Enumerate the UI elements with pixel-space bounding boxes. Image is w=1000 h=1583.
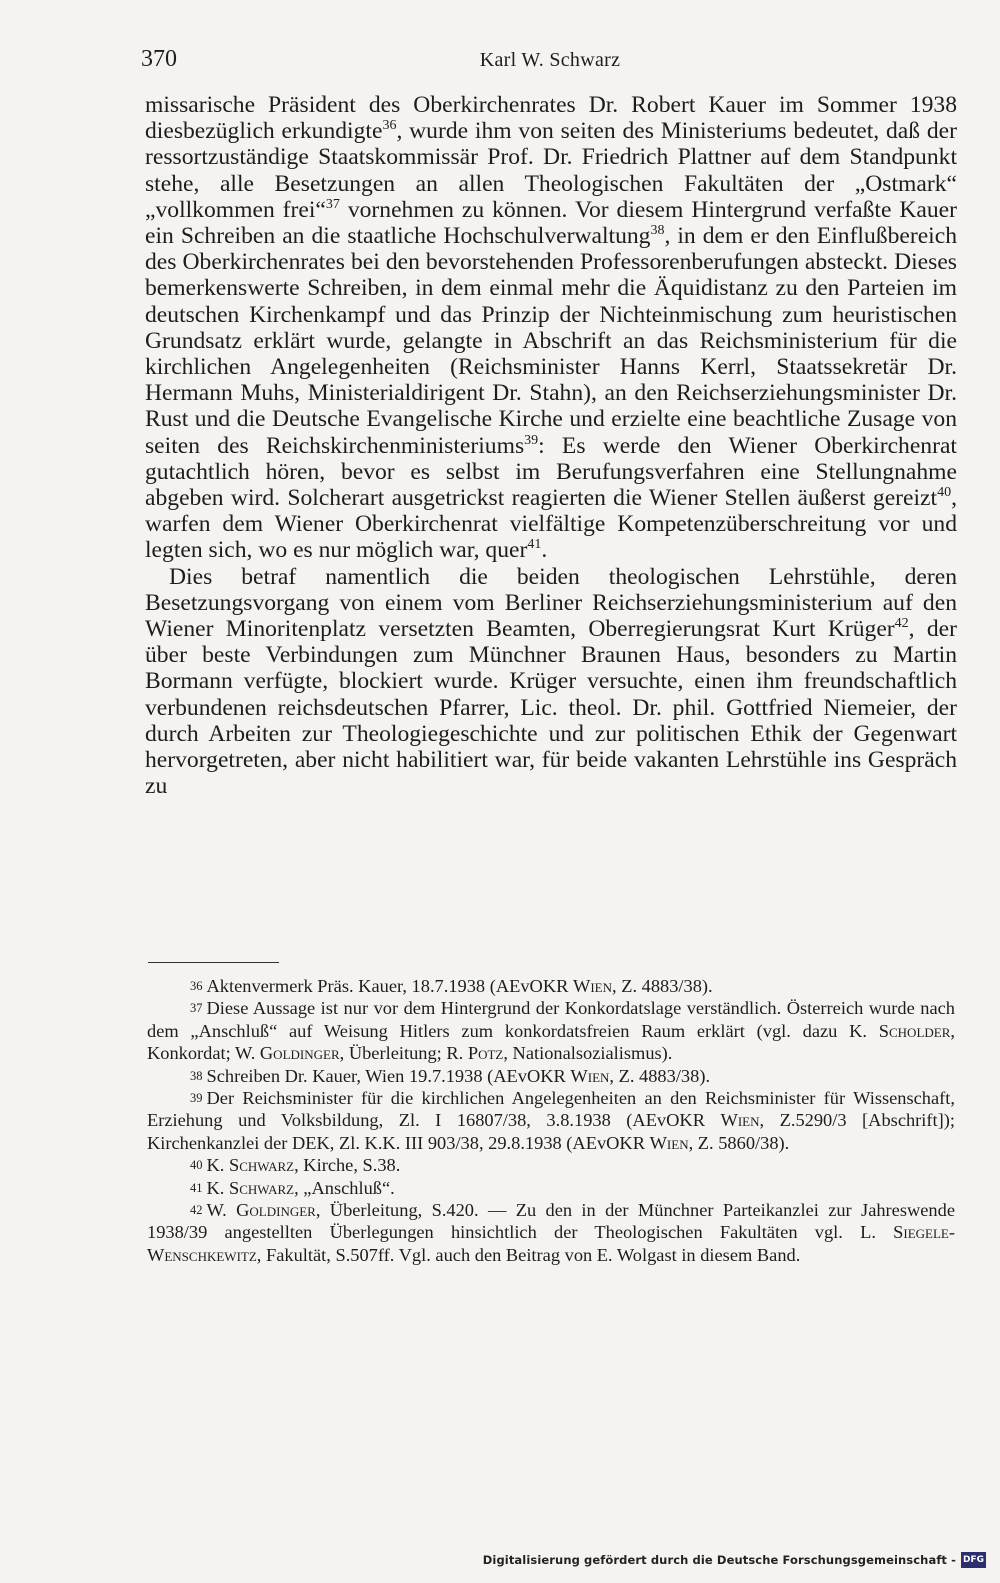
text-run: K.: [206, 1177, 229, 1198]
footnote-ref-42: 42: [894, 616, 909, 632]
text-run: Siegele-Wenschkewitz: [147, 1222, 955, 1265]
text-run: Wien: [572, 976, 613, 996]
footnote-number: 42: [190, 1203, 203, 1218]
text-run: Wien: [570, 1065, 610, 1086]
text-run: , „Anschluß“.: [294, 1177, 395, 1198]
text-run: , Konkordat; W.: [147, 1020, 955, 1064]
text-run: missarische Präsident des Oberkirchenrates Dr. Robert Kauer im Sommer 1938 diesbezüglich erkundigte: [145, 92, 957, 145]
text-run: , Z. 5860/38).: [688, 1132, 790, 1153]
text-run: : Es werde den Wiener Oberkirchenrat gutachtlich hören, bevor es selbst im Berufungsverfahren eine Stellungnahme abgeben wird. Solcherart ausgetrickst reagierten die Wiener Stellen äußerst gereizt: [145, 432, 957, 512]
text-run: Wien: [649, 1132, 689, 1153]
text-run: K.: [206, 1155, 229, 1176]
footnote-36: [147, 975, 955, 997]
text-run: .: [541, 537, 548, 564]
text-run: , Kirche, S.38.: [294, 1155, 401, 1176]
footnote-ref-41: 41: [527, 537, 542, 553]
text-run: Scholder: [878, 1020, 951, 1041]
footnote-ref-39: 39: [524, 432, 539, 448]
text-run: Schwarz: [228, 1155, 295, 1176]
footnote-40: [147, 1154, 955, 1176]
text-run: Der Reichsminister für die kirchlichen Angelegenheiten an den Reichsminister für Wissenschaft, Erziehung und Volksbildung, Zl. I 16807/38, 3.8.1938 (AEvOKR: [147, 1088, 955, 1131]
text-run: vornehmen zu können. Vor diesem Hintergrund verfaßte Kauer ein Schreiben an die staatliche Hochschulverwaltung: [145, 196, 957, 250]
page-number: 370: [141, 46, 177, 72]
footnote-ref-38: 38: [650, 223, 665, 239]
text-run: , Überleitung, S.420. — Zu den in der Münchner Parteikanzlei zur Jahreswende 1938/39 angestellten Überlegungen hinsichtlich der Theologischen Fakultäten vgl. L.: [147, 1200, 955, 1243]
footnote-number: 37: [190, 1001, 203, 1016]
footnote-number: 41: [190, 1180, 203, 1195]
text-run: , warfen dem Wiener Oberkirchenrat vielfältige Kompetenzüberschreitung vor und legten sich, wo es nur möglich war, quer: [145, 485, 957, 564]
footnote-number: 39: [190, 1091, 203, 1106]
footnote-37: [147, 997, 955, 1064]
text-run: Goldinger: [259, 1043, 340, 1064]
text-run: , Z.5290/3 [Abschrift]); Kirchenkanzlei der DEK, Zl. K.K. III 903/38, 29.8.1938 (AEvOKR: [147, 1110, 956, 1153]
footnotes: [147, 975, 955, 1266]
text-run: , Überleitung; R.: [339, 1043, 468, 1064]
footnote-42: [147, 1199, 955, 1266]
text-run: , Z. 4883/38).: [609, 1065, 711, 1086]
footnote-39: [147, 1087, 955, 1154]
dfg-logo: DFG: [961, 1552, 986, 1568]
paragraph-1: [145, 92, 957, 564]
text-run: , Fakultät, S.507ff. Vgl. auch den Beitrag von E. Wolgast in diesem Band.: [256, 1244, 801, 1265]
text-run: , Nationalsozialismus).: [503, 1043, 673, 1064]
text-run: Diese Aussage ist nur vor dem Hintergrund der Konkordatslage verständlich. Österreich wurde nach dem „Anschluß“ auf Weisung Hitlers zum konkordatsfreien Raum erklärt (vgl. dazu K.: [147, 998, 955, 1041]
main-text: [145, 92, 957, 799]
text-run: Aktenvermerk Präs. Kauer, 18.7.1938 (AEvOKR: [206, 976, 573, 996]
text-run: , der über beste Verbindungen zum Münchner Braunen Haus, besonders zu Martin Bormann verfügte, blockiert wurde. Krüger versuchte, einen ihm freundschaftlich verbundenen reichsdeutschen Pfarrer, Lic. theol. Dr. phil. Gottfried Niemeier, der durch Arbeiten zur Theologiegeschichte und zur politischen Ethik der Gegenwart hervorgetreten, aber nicht habilitiert war, für beide vakanten Lehrstühle ins Gespräch zu: [145, 616, 957, 800]
footnote-41: [147, 1177, 955, 1199]
text-run: , in dem er den Einflußbereich des Oberkirchenrates bei den bevorstehenden Professorenberufungen absteckt. Dieses bemerkenswerte Schreiben, in dem einmal mehr die Äquidistanz zu den Parteien im deutschen Kirchenkampf und das Prinzip der Nichteinmischung zum heuristischen Grundsatz erklärt wurde, gelangte in Abschrift an das Reichsministerium für die kirchlichen Angelegenheiten (Reichsminister Hanns Kerrl, Staatssekretär Dr. Hermann Muhs, Ministerialdirigent Dr. Stahn), an den Reichserziehungsminister Dr. Rust und die Deutsche Evangelische Kirche und erzielte eine beachtliche Zusage von seiten des Reichskirchenministeriums: [145, 223, 957, 459]
running-head: Karl W. Schwarz: [479, 49, 621, 71]
footnote-number: 38: [190, 1068, 203, 1083]
footnote-number: 40: [190, 1158, 203, 1173]
digitization-credit: Digitalisierung gefördert durch die Deutsche Forschungsgemeinschaft -: [482, 1553, 956, 1567]
text-run: Dies betraf namentlich die beiden theologischen Lehrstühle, deren Besetzungsvorgang von einem vom Berliner Reichserziehungsministerium auf den Wiener Minoritenplatz versetzten Beamten, Oberregierungsrat Kurt Krüger: [145, 563, 957, 643]
text-run: Potz: [467, 1043, 504, 1064]
footnote-number: 36: [190, 979, 203, 993]
text-run: Schreiben Dr. Kauer, Wien 19.7.1938 (AEvOKR: [206, 1065, 571, 1086]
paragraph-2: [145, 564, 957, 800]
text-run: , wurde ihm von seiten des Ministeriums bedeutet, daß der ressortzuständige Staatskommissär Prof. Dr. Friedrich Plattner auf dem Standpunkt stehe, alle Besetzungen an allen Theologischen Fakultäten der „Ostmark“ „vollkommen frei“: [145, 118, 958, 223]
footnote-divider: [148, 962, 279, 963]
footnote-ref-40: 40: [937, 485, 952, 501]
text-run: W.: [206, 1200, 237, 1221]
text-run: Wien: [720, 1110, 760, 1131]
text-run: Schwarz: [228, 1177, 295, 1198]
text-run: , Z. 4883/38).: [612, 976, 713, 996]
text-run: Goldinger: [236, 1200, 316, 1221]
footnote-ref-36: 36: [382, 118, 397, 134]
footnote-ref-37: 37: [325, 196, 340, 212]
footnote-38: [147, 1065, 955, 1087]
